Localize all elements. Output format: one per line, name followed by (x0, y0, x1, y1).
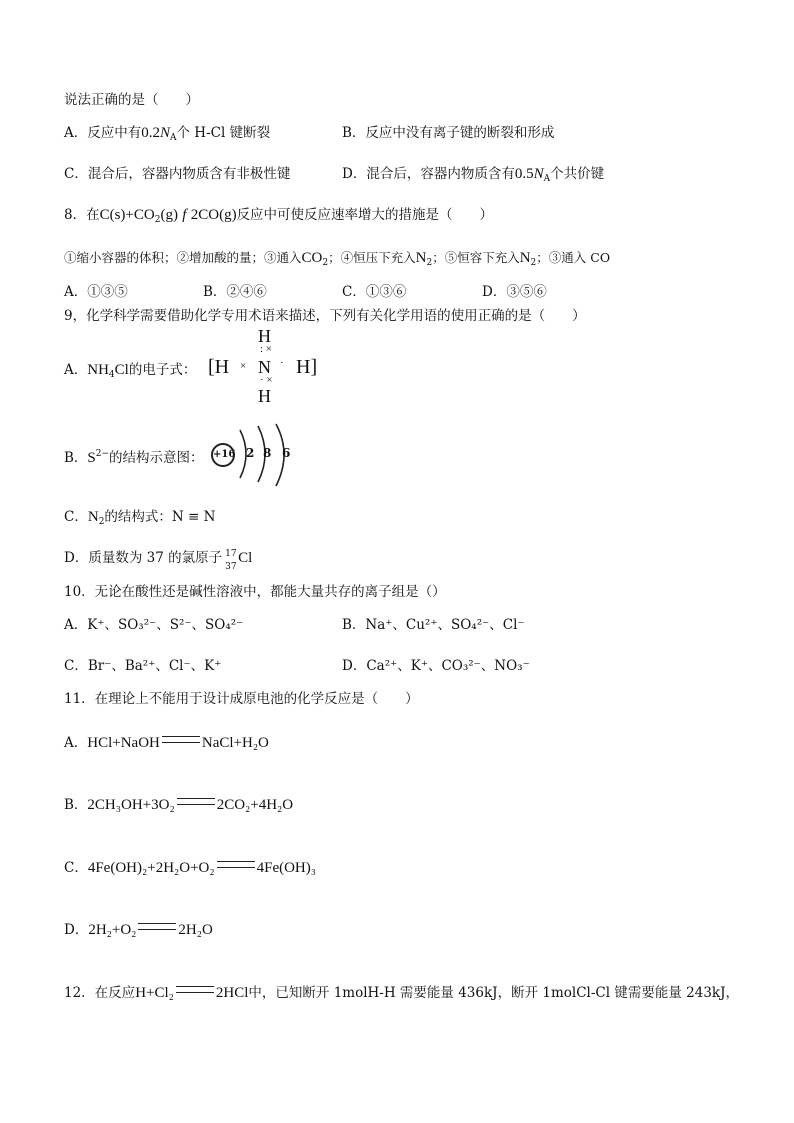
q9-a-cl: Cl (114, 362, 129, 378)
q9-c-label: C． (64, 509, 88, 525)
q7-option-d (342, 164, 604, 189)
q9-d-text: D．质量数为 37 的氯原子 (64, 550, 223, 566)
q7-a-value: 0.2 (141, 125, 160, 141)
q9-option-a (64, 360, 196, 385)
q9-a-dot-right: · (280, 357, 284, 369)
q8-co2-sub: 2 (322, 258, 329, 268)
q7-option-a (64, 123, 270, 148)
q8-option-b: B．②④⑥ (203, 284, 267, 300)
q11-stem: 11．在理论上不能用于设计成原电池的化学反应是（ ） (64, 691, 419, 707)
q9-c-rest: 的结构式：N ≡ N (104, 509, 216, 525)
q12-eq-left: H+Cl₂ (135, 985, 174, 1001)
q9-a-h-left: [H (208, 356, 230, 378)
q9-c-sub: 2 (98, 517, 105, 527)
q9-a-h-top: H (258, 326, 271, 346)
q12-number: 12．在反应 (64, 985, 136, 1001)
q9-a-rest: 的电子式： (128, 362, 197, 378)
q8-measures-1: ①缩小容器的体积；②增加酸的量；③通入 (64, 250, 302, 265)
q9-d-mass: 17 (225, 549, 237, 559)
q7-option-b: B．反应中没有离子键的断裂和形成 (342, 125, 555, 141)
q7-a-label: A．反应中有 (64, 125, 142, 141)
q12-eq-right: 2HCl (215, 985, 249, 1001)
q9-d-element: Cl (238, 550, 253, 566)
q8-eq-arrow: f (182, 207, 187, 223)
q8-eq-right: 2CO(g) (190, 207, 237, 223)
q11-c-right: 4Fe(OH)₃ (256, 860, 316, 876)
q9-a-h-bottom: H (258, 386, 271, 406)
q9-b-shell-1: 2 (246, 446, 255, 460)
q10-option-c: C．Br⁻、Ba²⁺、Cl⁻、K⁺ (64, 658, 222, 674)
q9-a-dots-bottom: · × (260, 374, 273, 386)
q9-c-formula: N (87, 509, 99, 525)
q11-d-equals-sign (138, 923, 176, 930)
q11-option-c (64, 858, 316, 878)
q9-a-n: N (258, 357, 271, 377)
q11-option-a (64, 733, 269, 753)
q9-d-nuclide (222, 548, 238, 572)
q7-option-c: C．混合后，容器内物质含有非极性键 (64, 166, 291, 182)
q7-d-rest: 个共价键 (550, 166, 605, 182)
q8-measures (64, 248, 610, 273)
q7-a-na-sub: A (170, 133, 177, 143)
q11-b-left: 2CH₃OH+3O₂ (87, 797, 175, 813)
q11-c-left: 4Fe(OH)₂+2H₂O+O₂ (87, 860, 215, 876)
q12-equals-sign (176, 986, 214, 993)
q8-stem (64, 205, 493, 230)
q9-option-c (64, 507, 215, 532)
q8-measures-4: ；③通入 CO (536, 250, 611, 265)
q12-rest: 中，已知断开 1molH-H 需要能量 436kJ，断开 1molCl-Cl 键需要能量 243kJ， (248, 985, 740, 1001)
q8-n2a-sub: 2 (426, 258, 433, 268)
q10-stem: 10．无论在酸性还是碱性溶液中，都能大量共存的离子组是（） (64, 584, 446, 600)
q11-option-b (64, 795, 293, 815)
q10-option-a: A．K⁺、SO₃²⁻、S²⁻、SO₄²⁻ (64, 617, 244, 633)
q11-b-label: B． (64, 797, 88, 813)
q9-a-formula: NH (87, 362, 109, 378)
q7-a-na: N (160, 125, 171, 141)
q10-option-d: D．Ca²⁺、K⁺、CO₃²⁻、NO₃⁻ (342, 658, 530, 674)
q9-option-b (64, 444, 204, 468)
q7-d-value: 0.5 (514, 166, 534, 182)
q11-d-label: D． (64, 922, 89, 938)
q7-d-label: D．混合后，容器内物质含有 (342, 166, 515, 182)
q9-a-dot-left: × (240, 360, 247, 372)
q11-b-equals-sign (177, 798, 215, 805)
q8-option-a: A．①③⑤ (64, 284, 128, 300)
q8-option-c: C．①③⑥ (342, 284, 407, 300)
q11-c-equals-sign (217, 861, 255, 868)
q7-d-na-sub: A (543, 174, 551, 184)
q8-n2a: N (415, 250, 427, 266)
q8-rest: 反应中可使反应速率增大的措施是（ ） (236, 207, 494, 223)
q9-b-label: B． (64, 450, 88, 466)
q8-option-d: D．③⑤⑥ (482, 284, 547, 300)
q10-option-b: B．Na⁺、Cu²⁺、SO₄²⁻、Cl⁻ (342, 617, 525, 633)
q9-b-ion: S (87, 450, 96, 466)
q9-b-shell-3: 6 (282, 446, 291, 460)
q11-b-right: 2CO₂+4H₂O (216, 797, 294, 813)
q9-d-atomic: 37 (225, 562, 237, 572)
q9-option-d (64, 548, 253, 572)
q7-stem: 说法正确的是（ ） (64, 92, 199, 108)
q9-b-shell-2: 8 (263, 446, 272, 460)
q7-a-rest: 个 H-Cl 键断裂 (176, 125, 271, 141)
q11-d-left: 2H₂+O₂ (88, 922, 137, 938)
q8-n2b: N (519, 250, 531, 266)
q8-eq-sub: 2 (154, 215, 161, 225)
q11-a-label: A． (64, 735, 88, 751)
q12-stem (64, 983, 739, 1003)
q9-b-nucleus: +16 (211, 443, 235, 467)
q11-option-d (64, 920, 213, 940)
q8-n2b-sub: 2 (530, 258, 537, 268)
q11-a-right: NaCl+H₂O (201, 735, 269, 751)
q9-a-sub: 4 (108, 370, 115, 380)
q11-d-right: 2H₂O (178, 922, 213, 938)
q11-c-label: C． (64, 860, 88, 876)
q8-measures-2: ；④恒压下充入 (328, 250, 416, 265)
q9-b-rest: 的结构示意图： (109, 450, 204, 466)
q8-measures-3: ；⑤恒容下充入 (432, 250, 520, 265)
q9-a-label: A． (64, 362, 88, 378)
q8-eq-mid: (g) (160, 207, 178, 223)
q9-a-h-right: H] (296, 356, 318, 378)
q8-eq-left: C(s)+CO (99, 207, 155, 223)
q9-stem: 9，化学科学需要借助化学专用术语来描述，下列有关化学用语的使用正确的是（ ） (64, 308, 586, 324)
q11-a-equals-sign (162, 736, 200, 743)
q9-a-dots-top: : × (260, 343, 273, 355)
q8-co2: CO (301, 250, 323, 266)
q7-d-na: N (533, 166, 544, 182)
q8-number: 8．在 (64, 207, 100, 223)
q9-b-charge: 2− (95, 449, 110, 459)
q11-a-left: HCl+NaOH (87, 735, 160, 751)
